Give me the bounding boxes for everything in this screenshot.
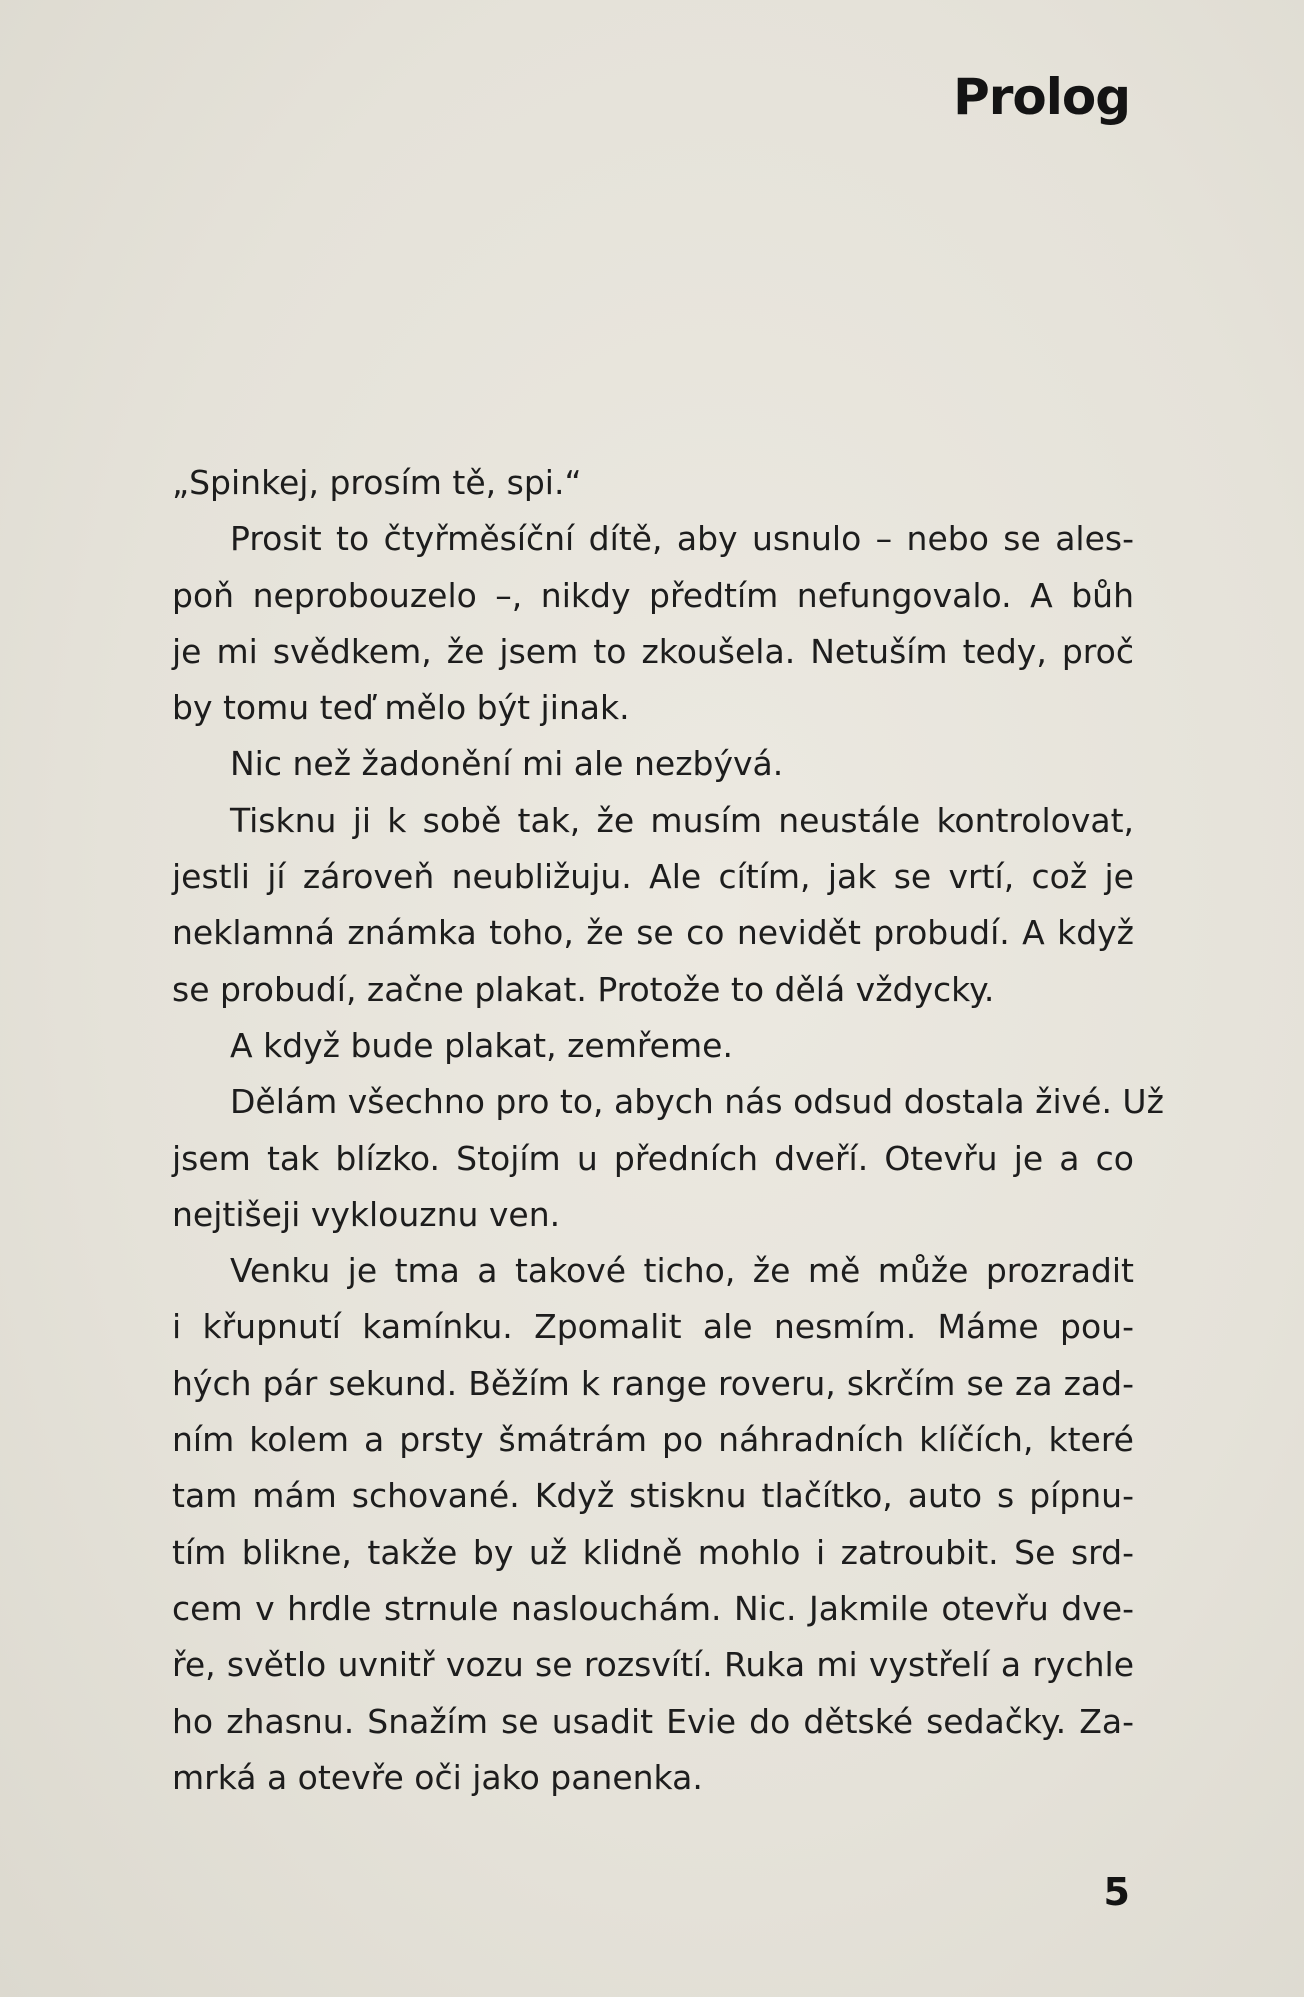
text-line: Nic než žadonění mi ale nezbývá. [230, 744, 784, 784]
text-line: jsem tak blízko. Stojím u předních dveří. Otevřu je a co [172, 1138, 1134, 1178]
text-line: tam mám schované. Když stisknu tlačítko, auto s pípnu- [172, 1476, 1134, 1516]
text-line: neklamná známka toho, že se co nevidět probudí. A když [172, 913, 1134, 953]
text-line: tím blikne, takže by už klidně mohlo i zatroubit. Se srd- [172, 1532, 1134, 1572]
text-line: se probudí, začne plakat. Protože to dělá vždycky. [172, 969, 995, 1009]
text-line: „Spinkej, prosím tě, spi.“ [172, 463, 582, 502]
text-line: ním kolem a prsty šmátrám po náhradních klíčích, které [172, 1420, 1134, 1460]
page-number: 5 [1103, 1870, 1130, 1914]
text-line: A když bude plakat, zemřeme. [230, 1025, 733, 1065]
text-line: hých pár sekund. Běžím k range roveru, skrčím se za zad- [172, 1363, 1134, 1403]
chapter-title: Prolog [953, 68, 1130, 126]
text-line: je mi svědkem, že jsem to zkoušela. Netuším tedy, proč [172, 631, 1134, 671]
text-line: ho zhasnu. Snažím se usadit Evie do dětské sedačky. Za- [172, 1701, 1134, 1741]
body-text [172, 455, 1164, 1806]
text-line: jestli jí zároveň neubližuju. Ale cítím, jak se vrtí, což je [172, 857, 1134, 897]
text-line: Prosit to čtyřměsíční dítě, aby usnulo – nebo se ales- [230, 519, 1134, 559]
text-line: nejtišeji vyklouznu ven. [172, 1194, 561, 1234]
text-line: by tomu teď mělo být jinak. [172, 688, 630, 728]
text-line: poň neprobouzelo –, nikdy předtím nefungovalo. A bůh [172, 575, 1134, 615]
text-line: i křupnutí kamínku. Zpomalit ale nesmím. Máme pou- [172, 1307, 1134, 1347]
text-line: cem v hrdle strnule naslouchám. Nic. Jakmile otevřu dve- [172, 1588, 1134, 1628]
text-line: Venku je tma a takové ticho, že mě může prozradit [230, 1251, 1134, 1291]
text-line: Dělám všechno pro to, abych nás odsud dostala živé. Už [230, 1082, 1164, 1122]
text-line: ře, světlo uvnitř vozu se rozsvítí. Ruka mi vystřelí a rychle [172, 1645, 1134, 1685]
text-line: mrká a otevře oči jako panenka. [172, 1757, 703, 1797]
text-line: Tisknu ji k sobě tak, že musím neustále kontrolovat, [230, 800, 1134, 840]
